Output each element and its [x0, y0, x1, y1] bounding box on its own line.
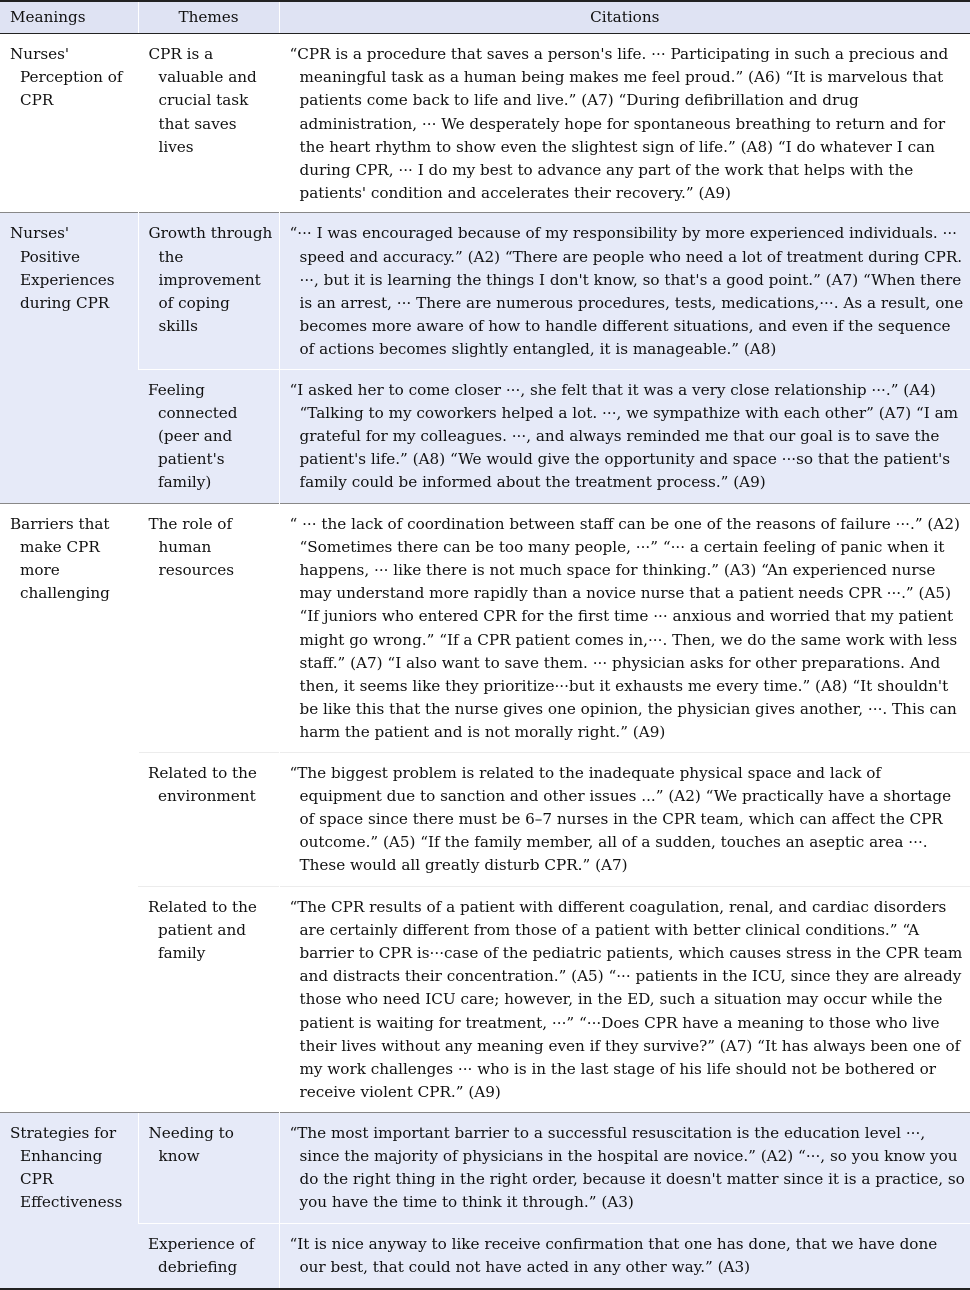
table-row: [0, 34, 970, 213]
theme-cell: Related to the patient and family: [138, 886, 279, 1112]
meaning-cell: Barriers that make CPR more challenging: [0, 503, 138, 1112]
meaning-cell: Nurses' Positive Experiences during CPR: [0, 213, 138, 503]
theme-cell: Needing to know: [138, 1112, 279, 1223]
citation-cell: “The biggest problem is related to the inadequate physical space and lack of equipment due to sanction and other issues ...” (A2) “We practically have a shortage of space since there must be 6–7 nurses in the CPR team, which can affect the CPR outcome.” (A5) “If the family member, all of a sudden, touches an aseptic area ···. These would all greatly disturb CPR.” (A7): [279, 752, 970, 886]
citation-cell: “The CPR results of a patient with different coagulation, renal, and cardiac disorders are certainly different from those of a patient with better clinical conditions.” “A barrier to CPR is···case of the pediatric patients, which causes stress in the CPR team and distracts their concentration.” (A5) “··· patients in the ICU, since they are already those who need ICU care; however, in the ED, such a situation may occur while the patient is waiting for treatment, ···” “···Does CPR have a meaning to those who live their lives without any meaning even if they survive?” (A7) “It has always been one of my work challenges ··· who is in the last stage of his life should not be bothered or receive violent CPR.” (A9): [279, 886, 970, 1112]
meaning-cell: Nurses' Perception of CPR: [0, 34, 138, 213]
table-row: [0, 369, 970, 503]
header-themes: Themes: [138, 1, 279, 34]
citation-cell: “ ··· the lack of coordination between staff can be one of the reasons of failure ···.” (A2) “Sometimes there can be too many people, ···” “··· a certain feeling of panic when it happens, ··· like there is not much space for thinking.” (A3) “An experienced nurse may understand more rapidly than a novice nurse that a patient needs CPR ···.” (A5) “If juniors who entered CPR for the first time ··· anxious and worried that my patient might go wrong.” “If a CPR patient comes in,···. Then, we do the same work with less staff.” (A7) “I also want to save them. ··· physician asks for other preparations. And then, it seems like they prioritize···but it exhausts me every time.” (A8) “It shouldn't be like this that the nurse gives one opinion, the physician gives another, ···. This can harm the patient and is not morally right.” (A9): [279, 503, 970, 752]
table-row: [0, 213, 970, 369]
citation-cell: “It is nice anyway to like receive confirmation that one has done, that we have done our best, that could not have acted in any other way.” (A3): [279, 1223, 970, 1289]
citation-cell: “The most important barrier to a successful resuscitation is the education level ···, since the majority of physicians in the hospital are novice.” (A2) “···, so you know you do the right thing in the right order, because it doesn't matter since it is a practice, so you have the time to think it through.” (A3): [279, 1112, 970, 1223]
citation-cell: “I asked her to come closer ···, she felt that it was a very close relationship ···.” (A4) “Talking to my coworkers helped a lot. ···, we sympathize with each other” (A7) “I am grateful for my colleagues. ···, and always reminded me that our goal is to save the patient's life.” (A8) “We would give the opportunity and space ···so that the patient's family could be informed about the treatment process.” (A9): [279, 369, 970, 503]
header-row: [0, 1, 970, 34]
table-row: [0, 503, 970, 752]
theme-cell: Related to the environment: [138, 752, 279, 886]
theme-cell: Feeling connected (peer and patient's family): [138, 369, 279, 503]
header-meanings: Meanings: [0, 1, 138, 34]
meaning-cell: Strategies for Enhancing CPR Effectiveness: [0, 1112, 138, 1289]
table-row: [0, 1112, 970, 1223]
theme-cell: The role of human resources: [138, 503, 279, 752]
citation-cell: “CPR is a procedure that saves a person's life. ··· Participating in such a precious and meaningful task as a human being makes me feel proud.” (A6) “It is marvelous that patients come back to life and live.” (A7) “During defibrillation and drug administration, ··· We desperately hope for spontaneous breathing to return and for the heart rhythm to show even the slightest sign of life.” (A8) “I do whatever I can during CPR, ··· I do my best to advance any part of the work that helps with the patients' condition and accelerates their recovery.” (A9): [279, 34, 970, 213]
table-row: [0, 752, 970, 886]
header-citations: Citations: [279, 1, 970, 34]
theme-cell: Experience of debriefing: [138, 1223, 279, 1289]
theme-cell: CPR is a valuable and crucial task that saves lives: [138, 34, 279, 213]
theme-cell: Growth through the improvement of coping skills: [138, 213, 279, 369]
citation-cell: “··· I was encouraged because of my responsibility by more experienced individuals. ··· speed and accuracy.” (A2) “There are people who need a lot of treatment during CPR. ···, but it is learning the things I don't know, so that's a good point.” (A7) “When there is an arrest, ··· There are numerous procedures, tests, medications,···. As a result, one becomes more aware of how to handle different situations, and even if the sequence of actions becomes slightly entangled, it is manageable.” (A8): [279, 213, 970, 369]
table-row: [0, 886, 970, 1112]
